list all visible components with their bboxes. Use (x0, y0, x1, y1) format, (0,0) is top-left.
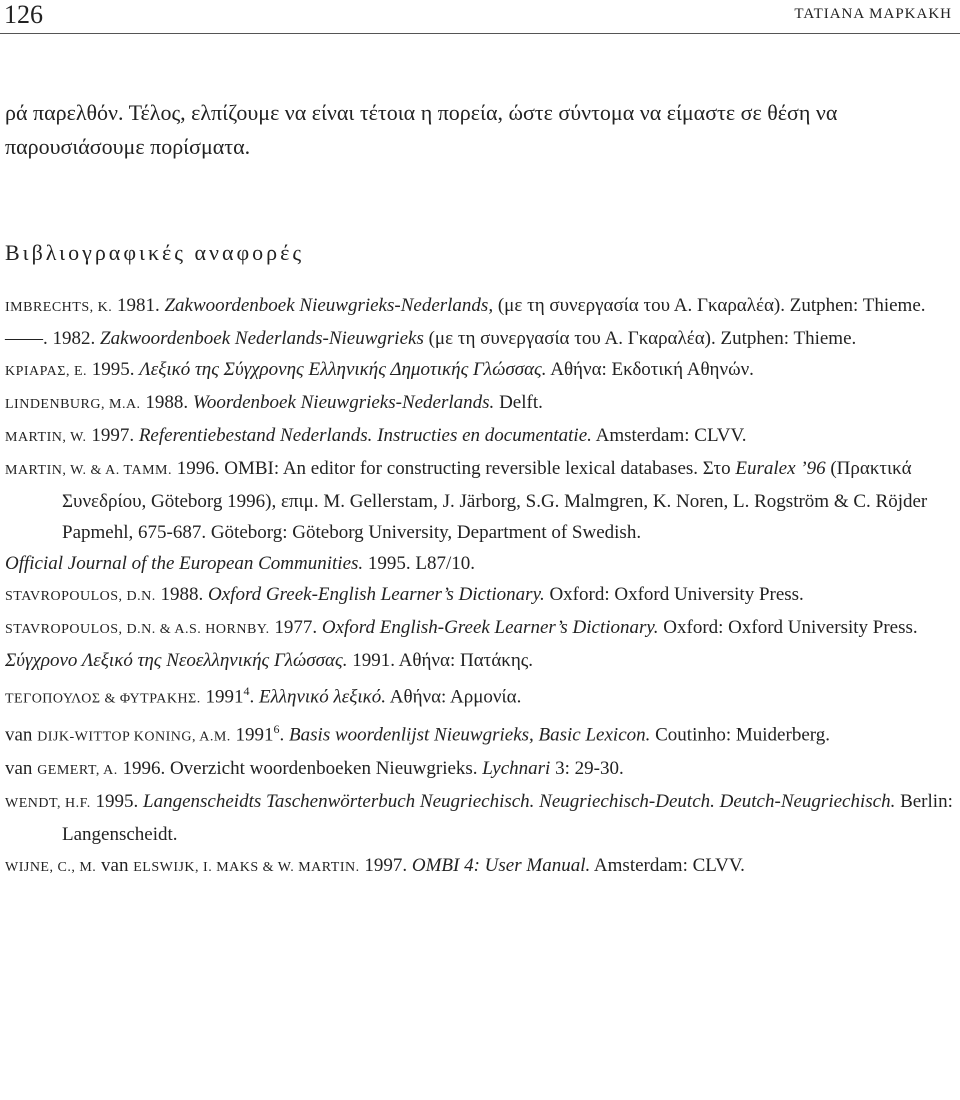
reference-entry (5, 290, 955, 323)
ref-title: Lychnari (482, 757, 551, 779)
ref-rest: Coutinho: Muiderberg. (655, 724, 830, 746)
reference-list (5, 290, 955, 883)
reference-entry (5, 612, 955, 645)
ref-author: ΤΕΓΟΠΟΥΛΟΣ & ΦΥΤΡΑΚΗΣ. (5, 691, 201, 707)
ref-author: DIJK-WITTOP KONING, A.M. (37, 729, 231, 745)
reference-entry (5, 645, 955, 676)
ref-title: Σύγχρονο Λεξικό της Νεοελληνικής Γλώσσας. (5, 650, 348, 671)
ref-author: IMBRECHTS, K. (5, 300, 113, 315)
ref-author: WIJNE, C., M. (5, 859, 97, 875)
ref-author: LINDENBURG, M.A. (5, 397, 141, 412)
reference-entry (5, 786, 955, 850)
ref-title: OMBI 4: User Manual. (411, 854, 591, 876)
reference-entry (5, 323, 955, 354)
reference-entry (5, 548, 955, 579)
ref-year: 1996. (122, 757, 166, 779)
ref-title: Euralex ’96 (735, 458, 826, 479)
reference-entry (5, 354, 955, 387)
ref-author: ΚΡΙΑΡΑΣ, Ε. (5, 364, 87, 379)
reference-entry (5, 850, 955, 883)
ref-rest: L87/10. (415, 553, 476, 574)
ref-rest: (Πρακτικά Συνεδρίου, Göteborg 1996), επιμ. M. Gellerstam, J. Järborg, S.G. Malmgren, K. Noren, L. Rogström & C. Röjder Papmehl, 675-687. Göteborg: Göteborg University, Department of Swedish. (62, 458, 928, 543)
ref-title: Oxford Greek-English Learner’s Dictionary. (208, 584, 545, 605)
ref-year: 1991. (352, 650, 395, 671)
ref-rest: Amsterdam: CLVV. (593, 854, 745, 876)
ref-rest: Αθήνα: Αρμονία. (389, 686, 522, 708)
running-head: ΤΑΤΙΑΝΑ ΜΑΡΚΑΚΗ (794, 6, 952, 22)
ref-title: Ελληνικό λεξικό. (258, 686, 387, 708)
page-number: 126 (4, 0, 43, 29)
ref-pre: OMBI: An editor for constructing reversible lexical databases. Στο (224, 458, 731, 479)
ref-rest: Delft. (499, 392, 543, 413)
ref-year: 1977. (274, 617, 318, 638)
ref-author-prefix: van (5, 724, 33, 746)
section-title: Βιβλιογραφικές αναφορές (5, 240, 305, 265)
ref-rest: Αθήνα: Πατάκης. (398, 650, 534, 671)
reference-entry: ΤΕΓΟΠΟΥΛΟΣ & ΦΥΤΡΑΚΗΣ. 1991$^4$. Ελληνικό λεξικό. Αθήνα: Αρμονία. (5, 684, 522, 708)
ref-title: Woordenboek Nieuwgrieks-Nederlands. (192, 392, 495, 413)
ref-rest: Oxford: Oxford University Press. (549, 584, 804, 605)
ref-title: Official Journal of the European Communities. (5, 553, 364, 574)
ref-year: 1995. (91, 359, 135, 380)
ref-author-prefix: van (101, 854, 129, 876)
ref-rest: Oxford: Oxford University Press. (663, 617, 918, 638)
ref-year: 1981. (116, 295, 160, 316)
ref-author: GEMERT, A. (37, 762, 118, 778)
ref-year: 1995. (95, 790, 139, 812)
ref-title: Langenscheidts Taschenwörterbuch Neugriechisch. Neugriechisch-Deutch. Deutch-Neugriechisch. (143, 790, 896, 812)
ref-rest: Amsterdam: CLVV. (595, 425, 747, 446)
reference-entry (5, 753, 955, 786)
ref-rest: (με τη συνεργασία του Α. Γκαραλέα). Zutphen: Thieme. (497, 295, 926, 316)
ref-author: MARTIN, W. & A. TAMM. (5, 463, 172, 478)
ref-title: Oxford English-Greek Learner’s Dictionary. (321, 617, 659, 638)
ref-year: . 1982. (43, 328, 96, 349)
ref-title: Λεξικό της Σύγχρονης Ελληνικής Δημοτικής Γλώσσας. (139, 359, 547, 380)
ref-author: ELSWIJK, I. MAKS & W. MARTIN. (133, 859, 360, 875)
ref-year: 1995. (367, 553, 411, 574)
ref-year: 1991 (235, 724, 274, 746)
ref-year: 1997. (91, 425, 135, 446)
ref-title: Zakwoordenboek Nederlands-Nieuwgrieks (100, 328, 424, 349)
ref-rest: Αθήνα: Εκδοτική Αθηνών. (550, 359, 754, 380)
ref-rest: Berlin: Langenscheidt. (62, 790, 953, 845)
ref-title: Basis woordenlijst Nieuwgrieks, Basic Lexicon. (289, 724, 651, 746)
ref-edition: 6 (273, 722, 280, 737)
ref-rest: 3: 29-30. (555, 757, 624, 779)
ref-year: 1991 (205, 686, 244, 708)
ref-title: Referentiebestand Nederlands. Instructies en documentatie. (138, 425, 592, 446)
ref-author: —— (5, 328, 43, 349)
ref-rest: (με τη συνεργασία του Α. Γκαραλέα). Zutphen: Thieme. (428, 328, 857, 349)
reference-entry (5, 420, 955, 453)
ref-author: STAVROPOULOS, D.N. & A.S. HORNBY. (5, 622, 270, 637)
ref-year: 1996. (176, 458, 220, 479)
reference-entry: van DIJK-WITTOP KONING, A.M. 1991$^6$. Basis woordenlijst Nieuwgrieks, Basic Lexicon. Coutinho: Muiderberg. (5, 722, 830, 746)
ref-pre: Overzicht woordenboeken Nieuwgrieks. (169, 757, 478, 779)
header-rule (0, 33, 960, 34)
body-paragraph: ρά παρελθόν. Τέλος, ελπίζουμε να είναι τέτοια η πορεία, ώστε σύντομα να είμαστε σε θέση να παρουσιάσουμε πορίσματα. (5, 100, 838, 159)
ref-year: 1988. (160, 584, 204, 605)
ref-year: 1997. (364, 854, 408, 876)
ref-author: MARTIN, W. (5, 430, 87, 445)
ref-edition: 4 (243, 684, 250, 698)
reference-entry (5, 579, 955, 612)
ref-author-prefix: van (5, 757, 33, 779)
ref-author: WENDT, H.F. (5, 795, 91, 811)
reference-entry (5, 453, 955, 548)
ref-author: STAVROPOULOS, D.N. (5, 589, 156, 604)
reference-entry (5, 387, 955, 420)
ref-year: 1988. (145, 392, 189, 413)
ref-title: Zakwoordenboek Nieuwgrieks-Nederlands, (164, 295, 494, 316)
